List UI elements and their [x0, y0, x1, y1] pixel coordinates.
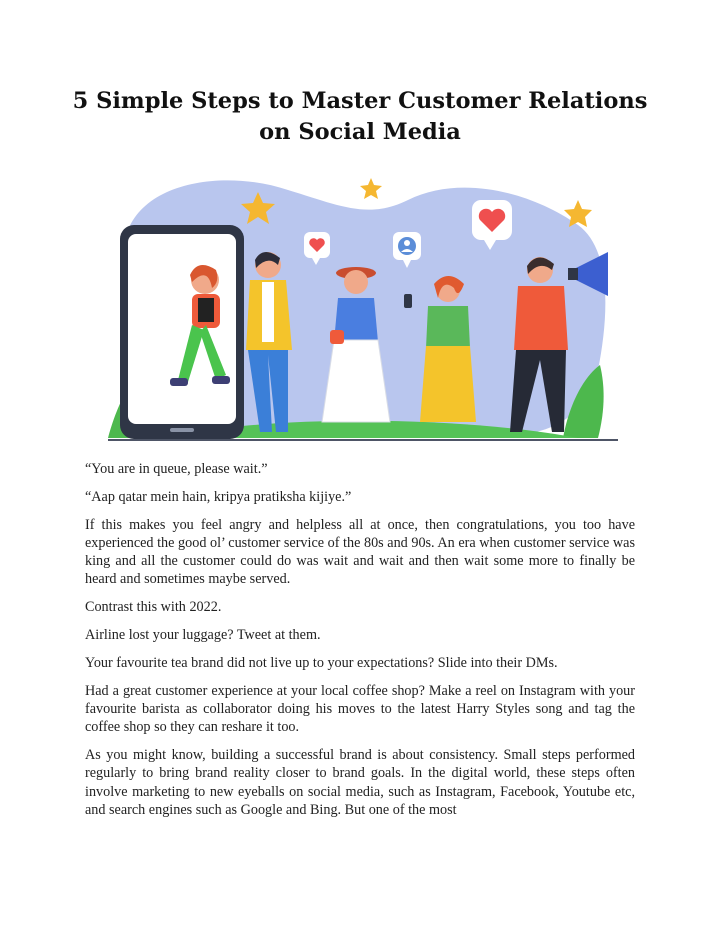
page-title: [60, 86, 660, 148]
paragraph: “Aap qatar mein hain, kripya pratiksha kijiye.”: [85, 488, 352, 505]
paragraph: As you might know, building a successful brand is about consistency. Small steps performed regularly to bring brand reality closer to brand goals. In the digital world, these steps often involve marketing to new eyeballs on social media, such as Instagram, Facebook, Youtube etc, and search engines such as Google and Bing. But one of the most: [85, 747, 635, 818]
paragraph: If this makes you feel angry and helpless all at once, then congratulations, you too have experienced the good ol’ customer service of the 80s and 90s. An era when customer service was king and all the customer could do was wait and wait and then wait some more to finally be heard and sometimes maybe served.: [85, 516, 635, 588]
phone-icon: [120, 225, 244, 439]
paragraph: Your favourite tea brand did not live up to your expectations? Slide into their DMs.: [85, 654, 558, 671]
title-line-2: on Social Media: [259, 119, 461, 145]
article-body: [85, 460, 635, 829]
paragraph: Airline lost your luggage? Tweet at them.: [85, 627, 321, 644]
paragraph: Contrast this with 2022.: [85, 599, 222, 616]
paragraph: “You are in queue, please wait.”: [85, 461, 268, 477]
social-media-customers-illustration: [108, 170, 618, 448]
title-line-1: 5 Simple Steps to Master Customer Relations: [72, 88, 648, 114]
star-icon: [360, 178, 382, 199]
paragraph: Had a great customer experience at your local coffee shop? Make a reel on Instagram with your favourite barista as collaborator doing his moves to the latest Harry Styles song and tag the coffee shop so they can reshare it too.: [85, 682, 635, 736]
